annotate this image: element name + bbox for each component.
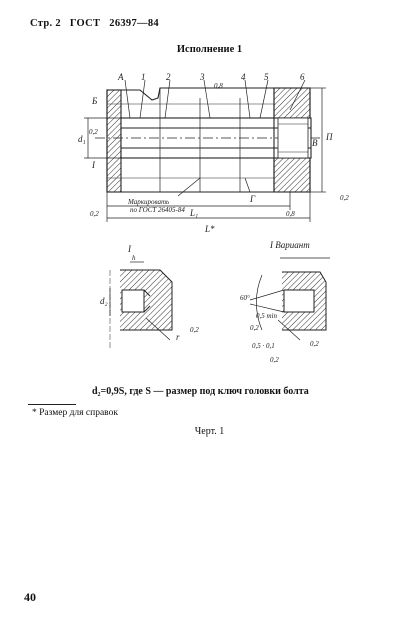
label-l1: L₁ [190,208,199,218]
page-number: 40 [24,590,36,604]
detail-right-title: I Вариант [270,240,310,250]
figure-title: Исполнение 1 [176,44,243,55]
detail-right-angle: 60° [240,294,250,302]
label-1: 1 [141,72,146,82]
label-3: 3 [200,72,205,82]
label-s-mid: 0,2 [340,194,349,202]
label-per-gost: по ГОСТ 26405-84 [130,206,185,214]
detail-left-r: r [176,332,180,342]
label-s-right: 0,8 [286,210,295,218]
label-a: A [118,72,124,82]
label-2: 2 [166,72,171,82]
label-5: 5 [264,72,269,82]
detail-left [110,262,172,350]
label-v-right: В [312,138,318,148]
label-i: I [92,160,95,170]
standard-label: ГОСТ [69,18,101,29]
label-d1: d₁ [78,134,86,144]
standard-number: 26397—84 [109,18,159,29]
label-6: 6 [300,72,305,82]
detail-right-dim: 0,5 min [256,312,277,320]
roughness-top: 0,8 [214,82,223,90]
label-marking: Маркировать [128,198,170,206]
detail-right-d02: 0,2 [250,324,259,332]
label-pi: П [326,132,333,142]
detail-right [250,258,330,340]
detail-left-h: h [132,254,136,262]
footnote-text: * Размер для справок [32,408,118,418]
label-roughness-left: 0,2 [89,128,98,136]
detail-left-rough: 0,2 [190,326,199,334]
detail-right-bottom: 0,2 [270,356,279,364]
label-s-left: 0,2 [90,210,99,218]
detail-left-title: I [128,244,131,254]
page-label: Стр. 2 [30,18,61,29]
detail-right-chamfer: 0,5 · 0,1 [252,342,275,350]
footnote-divider [28,404,76,405]
label-l: L* [205,224,215,234]
label-b-left: Б [92,96,98,106]
label-g: Г [250,194,256,204]
detail-left-d2: d₂ [100,296,108,306]
formula-text: d₂=0,9S, где S — размер под ключ головки болта [92,386,309,397]
detail-right-rough: 0,2 [310,340,319,348]
label-4: 4 [241,72,246,82]
figure-caption: Черт. 1 [194,426,225,437]
